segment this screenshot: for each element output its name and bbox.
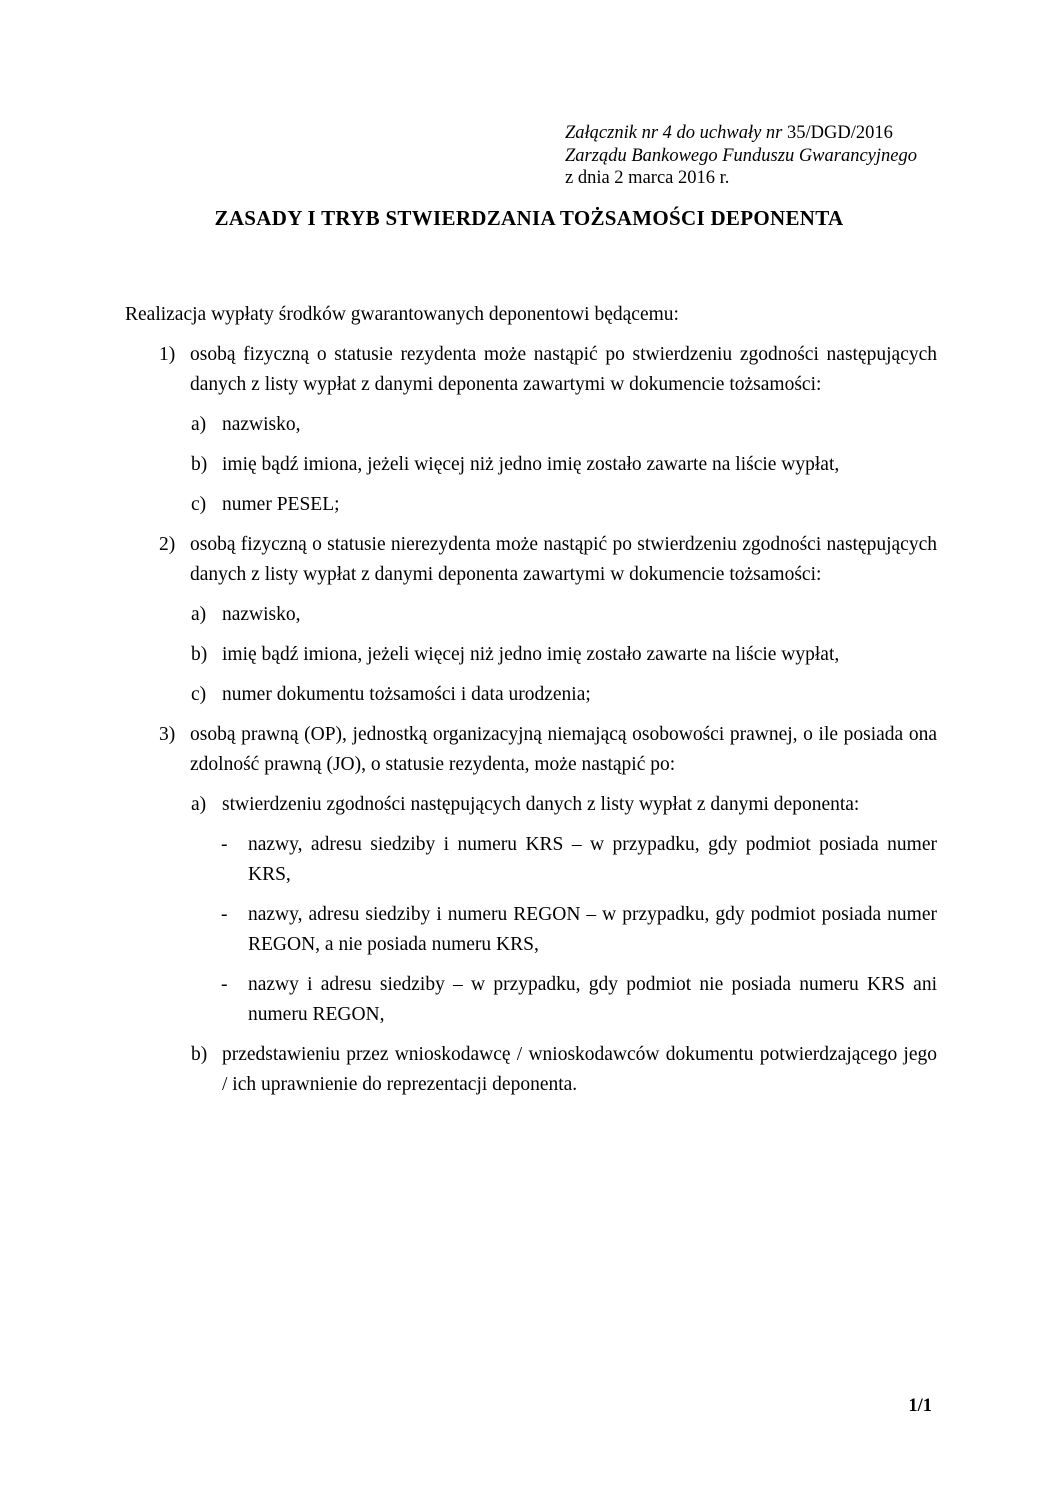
list-item-3b (125, 1040, 937, 1100)
list-item-1c-marker: c) (191, 494, 207, 515)
list-item-3a-children (125, 830, 937, 1030)
list-item-2a-text: nazwisko, (222, 604, 301, 625)
list-item-3a-dash-3-text: nazwy i adresu siedziby – w przypadku, gdy podmiot nie posiada numeru KRS ani numeru REGON, (248, 974, 937, 1025)
list-item-1 (125, 340, 937, 400)
list-item-2-marker: 2) (159, 534, 176, 555)
list-item-1b-text: imię bądź imiona, jeżeli więcej niż jedno imię zostało zawarte na liście wypłat, (222, 454, 840, 475)
list-item-1-children (125, 410, 937, 520)
list-item-1a-text: nazwisko, (222, 414, 301, 435)
header-line-1 (565, 122, 917, 145)
list-item-2b-text: imię bądź imiona, jeżeli więcej niż jedno imię zostało zawarte na liście wypłat, (222, 644, 840, 665)
page-number: 1/1 (908, 1396, 932, 1416)
list-item-2-text: osobą fizyczną o statusie nierezydenta może nastąpić po stwierdzeniu zgodności następujących danych z listy wypłat z danymi deponenta zawartymi w dokumencie tożsamości: (190, 534, 937, 585)
list-item-1a-marker: a) (191, 414, 207, 435)
header-line-1-italic: Załącznik nr 4 do uchwały nr (565, 123, 783, 143)
list-item-2b-marker: b) (191, 644, 208, 665)
header-line-1-value: 35/DGD/2016 (787, 123, 893, 143)
document-body (125, 300, 937, 1100)
list-item-3a-dash-2-text: nazwy, adresu siedziby i numeru REGON – w przypadku, gdy podmiot posiada numer REGON, a nie posiada numeru KRS, (248, 904, 937, 955)
list-item-2b (125, 640, 937, 670)
document-title: ZASADY I TRYB STWIERDZANIA TOŻSAMOŚCI DEPONENTA (214, 206, 844, 230)
list-item-3a-dash-3 (125, 970, 937, 1030)
list-item-1b (125, 450, 937, 480)
list-item-2a (125, 600, 937, 630)
list-item-2c-text: numer dokumentu tożsamości i data urodzenia; (222, 684, 591, 705)
list-item-2-children (125, 600, 937, 710)
list-item-1-text: osobą fizyczną o statusie rezydenta może nastąpić po stwierdzeniu zgodności następujących danych z listy wypłat z danymi deponenta zawartymi w dokumencie tożsamości: (190, 344, 937, 395)
list-item-3-text: osobą prawną (OP), jednostką organizacyjną niemającą osobowości prawnej, o ile posiada ona zdolność prawną (JO), o statusie rezydenta, może nastąpić po: (190, 724, 937, 775)
intro-paragraph: Realizacja wypłaty środków gwarantowanych deponentowi będącemu: (125, 304, 679, 325)
header-line-3: z dnia 2 marca 2016 r. (565, 168, 730, 188)
header-line-2: Zarządu Bankowego Funduszu Gwarancyjnego (565, 145, 917, 166)
list-item-2 (125, 530, 937, 590)
list-item-3a (125, 790, 937, 820)
list-item-3a-marker: a) (191, 794, 207, 815)
list-item-2c (125, 680, 937, 710)
list-item-3a-dash-2-marker: - (221, 904, 228, 925)
list-item-3-marker: 3) (159, 724, 176, 745)
list-item-3a-dash-2 (125, 900, 937, 960)
list-item-3a-dash-1 (125, 830, 937, 890)
list-item-1-marker: 1) (159, 344, 176, 365)
list-item-1a (125, 410, 937, 440)
list-item-2c-marker: c) (191, 684, 207, 705)
list-item-1c-text: numer PESEL; (222, 494, 340, 515)
list-item-3a-dash-3-marker: - (221, 974, 228, 995)
list-item-3b-text: przedstawieniu przez wnioskodawcę / wnioskodawców dokumentu potwierdzającego jego / ich uprawnienie do reprezentacji deponenta. (222, 1044, 937, 1095)
list-item-3a-dash-1-text: nazwy, adresu siedziby i numeru KRS – w przypadku, gdy podmiot posiada numer KRS, (248, 834, 937, 885)
list-item-3-children (125, 790, 937, 1100)
list-item-3 (125, 720, 937, 780)
list-item-1b-marker: b) (191, 454, 208, 475)
list-item-3b-marker: b) (191, 1044, 208, 1065)
document-header (565, 122, 917, 190)
list-item-2a-marker: a) (191, 604, 207, 625)
list-item-3a-dash-1-marker: - (221, 834, 228, 855)
list-item-1c (125, 490, 937, 520)
list-item-3a-text: stwierdzeniu zgodności następujących danych z listy wypłat z danymi deponenta: (222, 794, 860, 815)
